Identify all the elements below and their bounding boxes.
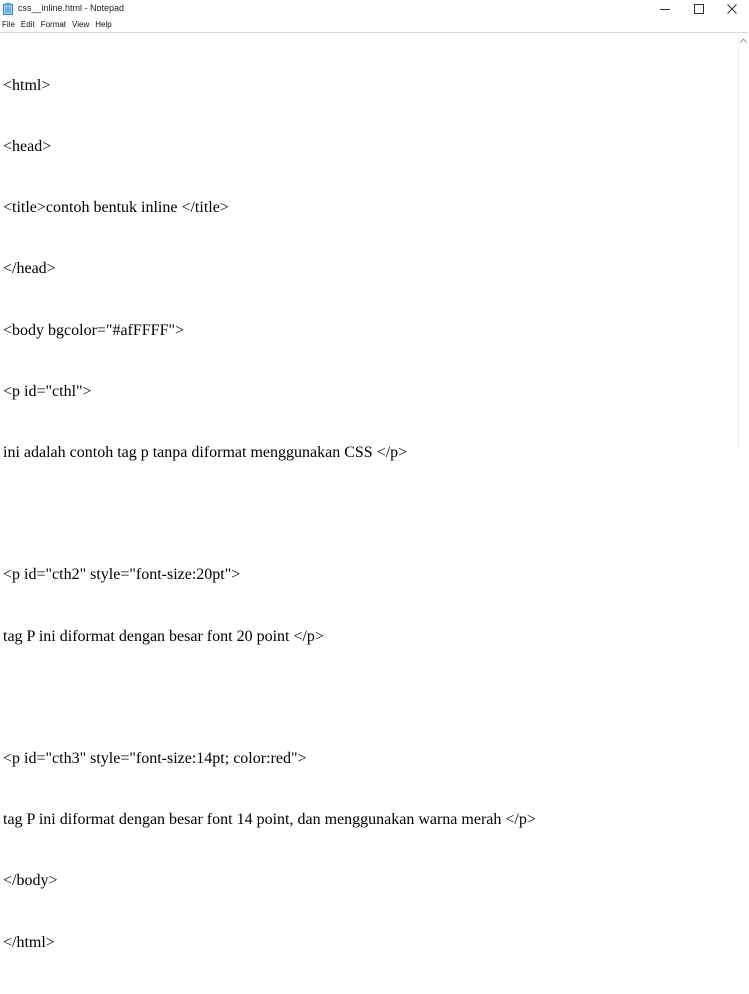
editor-line: <body bgcolor="#afFFFF"> <box>3 321 185 339</box>
editor-line: <head> <box>3 138 52 156</box>
editor-line: <html> <box>3 76 51 94</box>
text-editor[interactable] <box>0 33 738 951</box>
scroll-up-button[interactable] <box>739 36 748 44</box>
minimize-button[interactable] <box>648 0 682 17</box>
close-icon <box>727 4 737 14</box>
editor-line <box>3 688 536 708</box>
minimize-icon <box>660 4 670 14</box>
maximize-button[interactable] <box>682 0 716 17</box>
menu-format[interactable]: Format <box>40 19 67 29</box>
editor-line: ini adalah contoh tag p tanpa diformat menggunakan CSS </p> <box>3 444 408 462</box>
chevron-up-icon <box>740 38 747 43</box>
editor-line: </html> <box>3 933 55 951</box>
editor-text[interactable] <box>3 35 536 994</box>
vertical-scrollbar[interactable] <box>738 33 748 451</box>
editor-line: <p id="cthl"> <box>3 382 92 400</box>
notepad-icon[interactable] <box>3 2 14 14</box>
editor-line <box>3 504 536 524</box>
menu-bar <box>0 17 748 32</box>
close-button[interactable] <box>715 0 749 17</box>
menu-file[interactable]: File <box>2 19 15 29</box>
window-title: css__inline.html - Notepad <box>18 3 125 13</box>
maximize-icon <box>694 4 704 14</box>
editor-line: tag P ini diformat dengan besar font 20 point </p> <box>3 627 324 645</box>
menu-help[interactable]: Help <box>95 19 112 29</box>
editor-line: tag P ini diformat dengan besar font 14 point, dan menggunakan warna merah </p> <box>3 811 536 829</box>
title-bar[interactable] <box>0 0 748 17</box>
menu-view[interactable]: View <box>72 19 90 29</box>
editor-line: <title>contoh bentuk inline </title> <box>3 199 229 217</box>
editor-line: </body> <box>3 872 58 890</box>
editor-line: </head> <box>3 260 56 278</box>
editor-line: <p id="cth2" style="font-size:20pt"> <box>3 566 241 584</box>
menu-edit[interactable]: Edit <box>20 19 35 29</box>
editor-line: <p id="cth3" style="font-size:14pt; color:red"> <box>3 750 307 768</box>
